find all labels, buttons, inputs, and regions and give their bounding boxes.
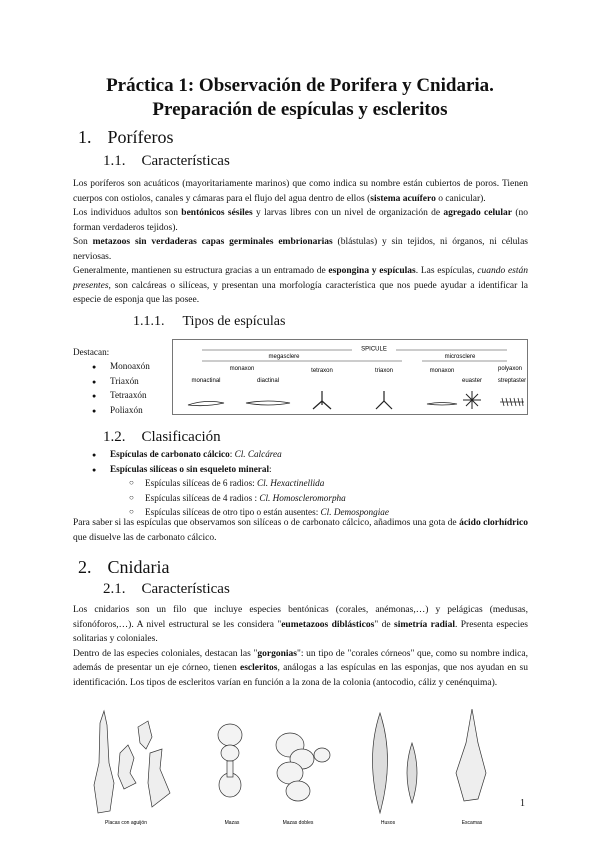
classification-list [110,447,389,520]
club-sclerite-icon [218,724,242,797]
title-line-1: Práctica 1: Observación de Porifera y Cnidaria. [106,75,494,96]
paragraph-cnidaria [73,603,528,690]
spicule-type-list [110,359,150,417]
section-label: Clasificación [141,429,221,445]
paragraph-porifera-intro [73,177,528,308]
list-item: ● Tetraaxón [110,388,150,403]
section-label: Características [141,153,230,169]
paragraph-7: Dentro de las especies coloniales, destacan las "gorgonias": un tipo de "corales córneos" que, como su nombre indica, además de presentar un eje córneo, tienen escleritos, análogas a las espículas en las esponjas, que nos ayudan en su identificación. Los tipos de escleritos varían en función a la zona de la colonia (antocodio, cáliz y cenénquima). [73,648,528,688]
caption-scales: Escamas [461,820,483,826]
euaster-label: euaster [461,378,483,384]
list-subitem: ○ Espículas silíceas de 6 radios: Cl. Hexactinellida [145,476,389,491]
list-subitem: ○ Espículas silíceas de otro tipo o están ausentes: Cl. Demospongiae [145,505,389,520]
list-subitem: ○ Espículas silíceas de 4 radios : Cl. Homoscleromorpha [145,491,389,506]
sclerite-figure [90,703,510,828]
section-number: 1.1. [103,153,126,169]
list-item: ● Espículas silíceas o sin esqueleto mineral: [110,462,389,477]
list-item: ● Monoaxón [110,359,150,374]
caption-spindles: Husos [380,820,396,826]
tetraxon-label: tetraxon [311,368,333,374]
monactinal-label: monactinal [191,378,221,384]
section-2-heading [78,557,169,578]
polyaxon-label: polyaxon [497,366,523,372]
paragraph-1: Los poríferos son acuáticos (mayoritariamente marinos) que como indica su nombre están cubiertos de poros. Tienen cuerpos con ostiolos, canales y cámaras para el flujo del agua dentro de ellos (sistema acuífero o canicular). [73,179,528,204]
streptaster-label: streptaster [497,378,527,384]
section-1-heading [78,127,174,148]
section-label: Tipos de espículas [182,314,286,329]
caption-double-clubs: Mazas dobles [282,820,314,826]
list-item: ● Triaxón [110,374,150,389]
microsclere-monaxon-icon [427,403,457,406]
title-line-2: Preparación de espículas y escleritos [152,99,448,120]
paragraph-2: Los individuos adultos son bentónicos sésiles y larvas libres con un nivel de organización de agregado celular (no forman verdaderos tejidos). [73,208,528,233]
list-item: ● Poliaxón [110,403,150,418]
section-2-1-heading [103,581,230,598]
section-number: 1.2. [103,429,126,445]
paragraph-4: Generalmente, mantienen su estructura gracias a un entramado de espongina y espículas. Las espículas, cuando están presentes, son calcáreas o silíceas, y presentan una morfología característica que nos puede ayudar a identificar la especie de esponja que las posee. [73,266,528,305]
caption-spined-plates: Placas con aguijón [105,820,147,826]
section-1-1-1-heading [133,314,285,330]
paragraph-3: Son metazoos sin verdaderas capas germinales embrionarias (blástulas) y sin tejidos, ni órganos, ni células nerviosas. [73,237,528,262]
spindle-sclerite-icon [373,713,418,813]
spicule-diagram [172,339,528,415]
section-1-1-heading [103,153,230,170]
megasclere-label: megasclere [268,354,300,360]
microsclere-label: microsclere [444,354,476,360]
paragraph-6: Los cnidarios son un filo que incluye especies bentónicas (corales, anémonas,…) y pelágicas (medusas, sifonóforos,…). A nivel estructural se les considera "eumetazoos diblásticos" de simetría radial. Presenta especies solitarias y coloniales. [73,605,528,644]
destacan-label: Destacan: [73,347,110,357]
page-number: 1 [520,798,525,809]
monaxon-micro-label: monaxon [429,368,455,374]
section-number: 1. [78,127,92,147]
monaxon-label: monaxon [229,366,255,372]
diactinal-label: diactinal [256,378,280,384]
diactinal-spicule-icon [246,401,290,405]
section-number: 2. [78,557,92,577]
section-label: Poríferos [107,127,174,147]
scale-sclerite-icon [456,709,486,801]
paragraph-acid-test: Para saber si las espículas que observamos son silíceas o de carbonato cálcico, añadimos una gota de ácido clorhídrico que disuelve las de carbonato cálcico. [73,518,528,543]
section-1-2-heading [103,429,221,446]
section-number: 1.1.1. [133,314,165,329]
caption-clubs: Mazas [224,820,240,826]
triaxon-label: triaxon [374,368,394,374]
spicule-root-label: SPICULE [361,346,387,353]
double-club-sclerite-icon [276,733,330,801]
section-label: Características [141,581,230,597]
spined-plate-sclerite-icon [94,711,170,813]
section-number: 2.1. [103,581,126,597]
section-label: Cnidaria [107,557,170,577]
list-item: ● Espículas de carbonato cálcico: Cl. Calcárea [110,447,389,462]
